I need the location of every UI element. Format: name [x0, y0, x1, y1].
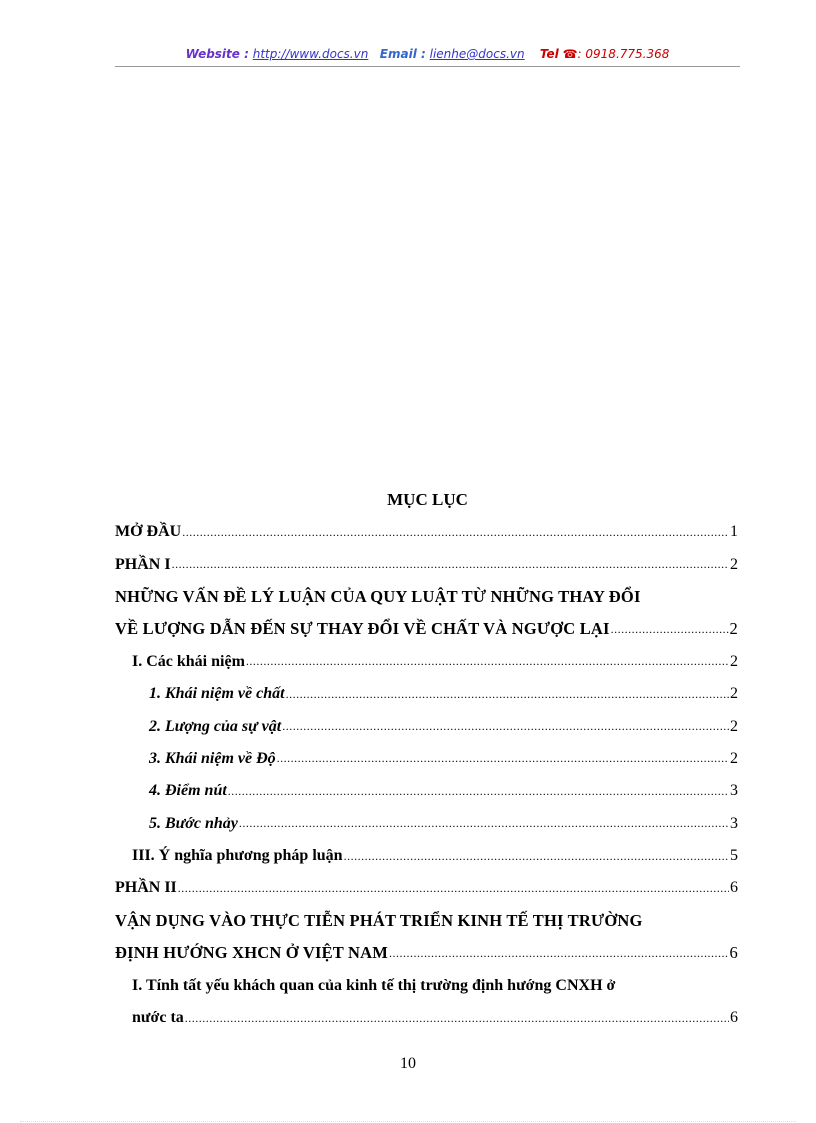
dot-leader [239, 816, 729, 831]
toc-entry[interactable] [115, 969, 738, 1001]
toc-entry-label: 2. Lượng của sự vật [149, 717, 282, 735]
toc-entry[interactable] [115, 743, 738, 775]
toc-entry-label: III. Ý nghĩa phương pháp luận [132, 847, 343, 865]
website-link[interactable]: http://www.docs.vn [252, 47, 369, 61]
toc-entry-page: 6 [729, 943, 738, 963]
table-of-contents [115, 516, 738, 1034]
toc-entry[interactable] [115, 937, 738, 969]
dot-leader [172, 557, 729, 572]
toc-entry-page: 3 [730, 782, 738, 800]
toc-entry-label: 3. Khái niệm về Độ [149, 749, 276, 767]
toc-entry[interactable] [115, 1002, 738, 1034]
toc-entry-page: 6 [730, 879, 738, 897]
toc-entry[interactable] [115, 808, 738, 840]
dot-leader [185, 1011, 729, 1026]
page-header [115, 47, 740, 61]
toc-title: MỤC LỤC [387, 490, 468, 509]
toc-entry-page: 3 [730, 814, 738, 832]
toc-entry-page: 2 [730, 555, 738, 573]
dot-leader [178, 881, 729, 896]
toc-entry[interactable] [115, 775, 738, 807]
toc-entry[interactable] [115, 840, 738, 872]
toc-entry-label: PHẦN II [115, 879, 177, 897]
toc-entry-label: 1. Khái niệm về chất [149, 685, 285, 703]
tel-number: : 0918.775.368 [577, 47, 670, 61]
dot-leader [246, 654, 729, 669]
toc-entry-page: 6 [730, 1009, 738, 1027]
toc-entry-label: ĐỊNH HƯỚNG XHCN Ở VIỆT NAM [115, 943, 389, 963]
toc-entry[interactable] [115, 710, 738, 742]
toc-entry-page: 5 [730, 847, 738, 865]
toc-entry-label: MỞ ĐẦU [115, 523, 182, 541]
page-number: 10 [400, 1055, 416, 1072]
dot-leader [277, 751, 729, 766]
dot-leader [611, 622, 729, 637]
toc-entry-label: I. Tính tất yếu khách quan của kinh tế thị trường định hướng CNXH ở [132, 976, 616, 994]
toc-entry-label: VỀ LƯỢNG DẪN ĐẾN SỰ THAY ĐỔI VỀ CHẤT VÀ NGƯỢC LẠI [115, 619, 610, 639]
toc-entry[interactable] [115, 516, 738, 548]
page-bottom-border [20, 1121, 796, 1122]
dot-leader [228, 784, 729, 799]
toc-entry-label: 4. Điểm nút [149, 782, 227, 800]
toc-entry[interactable] [115, 548, 738, 580]
toc-entry-page: 2 [730, 652, 738, 670]
email-link[interactable]: lienhe@docs.vn [429, 47, 525, 61]
toc-entry[interactable] [115, 646, 738, 678]
dot-leader [286, 687, 729, 702]
dot-leader [182, 525, 729, 540]
toc-entry[interactable] [115, 905, 738, 937]
toc-entry-label: nước ta [132, 1009, 184, 1027]
toc-entry[interactable] [115, 678, 738, 710]
tel-label: Tel [539, 47, 559, 61]
toc-entry-page: 2 [730, 717, 738, 735]
email-label: Email : [379, 47, 426, 61]
dot-leader [389, 946, 729, 961]
toc-entry-label: I. Các khái niệm [132, 652, 245, 670]
toc-entry-label: NHỮNG VẤN ĐỀ LÝ LUẬN CỦA QUY LUẬT TỪ NHỮNG THAY ĐỔI [115, 586, 641, 606]
toc-entry[interactable] [115, 581, 738, 613]
toc-entry-label: 5. Bước nhảy [149, 814, 238, 832]
website-label: Website : [185, 47, 249, 61]
header-divider [115, 66, 740, 67]
toc-entry-page: 2 [730, 685, 738, 703]
toc-entry[interactable] [115, 613, 738, 645]
toc-entry-label: PHẦN I [115, 555, 171, 573]
toc-entry-page: 2 [729, 619, 738, 639]
dot-leader [344, 849, 729, 864]
toc-entry-page: 1 [730, 523, 738, 541]
phone-icon: ☎ [562, 47, 578, 61]
toc-entry-label: VẬN DỤNG VÀO THỰC TIỄN PHÁT TRIỂN KINH TẾ THỊ TRƯỜNG [115, 910, 643, 930]
dot-leader [282, 719, 729, 734]
toc-entry-page: 2 [730, 749, 738, 767]
toc-entry[interactable] [115, 872, 738, 904]
